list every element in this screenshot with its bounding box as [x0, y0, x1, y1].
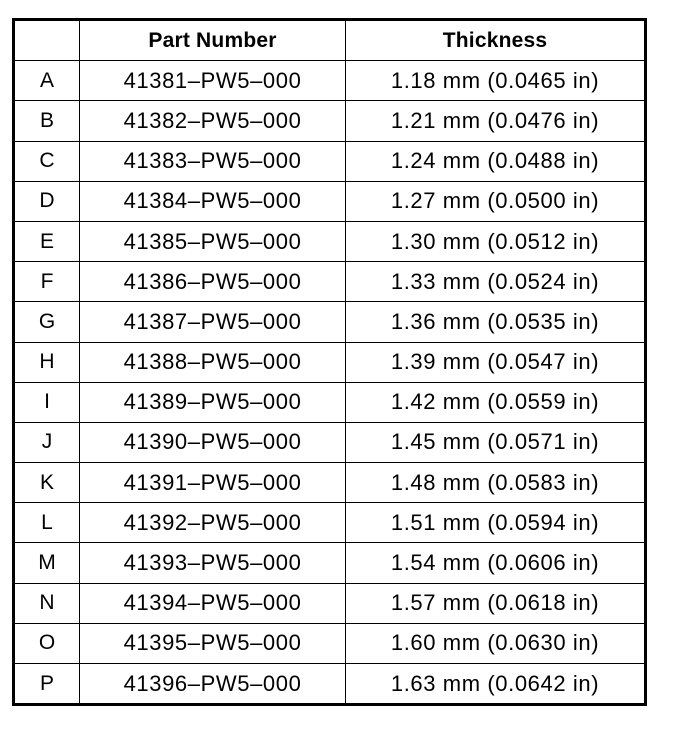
table-row — [14, 503, 646, 543]
table-row — [14, 101, 646, 141]
table-row — [14, 422, 646, 462]
table-row — [14, 583, 646, 623]
row-thickness: 1.51 mm (0.0594 in) — [346, 503, 646, 543]
row-letter: L — [14, 503, 80, 543]
table-row — [14, 543, 646, 583]
row-letter: K — [14, 463, 80, 503]
row-thickness: 1.33 mm (0.0524 in) — [346, 262, 646, 302]
table-row — [14, 342, 646, 382]
table-row — [14, 302, 646, 342]
header-letter — [14, 20, 80, 61]
row-thickness: 1.60 mm (0.0630 in) — [346, 623, 646, 663]
row-part-number: 41391–PW5–000 — [80, 463, 346, 503]
row-thickness: 1.48 mm (0.0583 in) — [346, 463, 646, 503]
table-row — [14, 141, 646, 181]
row-part-number: 41386–PW5–000 — [80, 262, 346, 302]
row-letter: F — [14, 262, 80, 302]
row-letter: C — [14, 141, 80, 181]
shim-thickness-table — [12, 18, 647, 706]
row-letter: A — [14, 61, 80, 101]
row-letter: J — [14, 422, 80, 462]
row-letter: B — [14, 101, 80, 141]
table-row — [14, 181, 646, 221]
row-thickness: 1.45 mm (0.0571 in) — [346, 422, 646, 462]
table-row — [14, 221, 646, 261]
row-letter: G — [14, 302, 80, 342]
row-thickness: 1.42 mm (0.0559 in) — [346, 382, 646, 422]
header-row — [14, 20, 646, 61]
table-row — [14, 664, 646, 705]
table-row — [14, 262, 646, 302]
table-row — [14, 623, 646, 663]
table-row — [14, 463, 646, 503]
row-thickness: 1.57 mm (0.0618 in) — [346, 583, 646, 623]
row-thickness: 1.36 mm (0.0535 in) — [346, 302, 646, 342]
row-part-number: 41390–PW5–000 — [80, 422, 346, 462]
row-part-number: 41385–PW5–000 — [80, 221, 346, 261]
row-thickness: 1.27 mm (0.0500 in) — [346, 181, 646, 221]
row-letter: H — [14, 342, 80, 382]
row-part-number: 41392–PW5–000 — [80, 503, 346, 543]
row-thickness: 1.18 mm (0.0465 in) — [346, 61, 646, 101]
row-thickness: 1.30 mm (0.0512 in) — [346, 221, 646, 261]
table-row — [14, 382, 646, 422]
row-letter: P — [14, 664, 80, 705]
header-thickness: Thickness — [346, 20, 646, 61]
row-thickness: 1.24 mm (0.0488 in) — [346, 141, 646, 181]
row-thickness: 1.21 mm (0.0476 in) — [346, 101, 646, 141]
row-letter: N — [14, 583, 80, 623]
row-part-number: 41381–PW5–000 — [80, 61, 346, 101]
header-part-number: Part Number — [80, 20, 346, 61]
row-letter: I — [14, 382, 80, 422]
row-letter: D — [14, 181, 80, 221]
row-part-number: 41393–PW5–000 — [80, 543, 346, 583]
row-part-number: 41396–PW5–000 — [80, 664, 346, 705]
row-part-number: 41395–PW5–000 — [80, 623, 346, 663]
row-part-number: 41384–PW5–000 — [80, 181, 346, 221]
row-part-number: 41394–PW5–000 — [80, 583, 346, 623]
row-thickness: 1.63 mm (0.0642 in) — [346, 664, 646, 705]
table-row — [14, 61, 646, 101]
row-part-number: 41383–PW5–000 — [80, 141, 346, 181]
row-part-number: 41389–PW5–000 — [80, 382, 346, 422]
row-letter: M — [14, 543, 80, 583]
row-thickness: 1.39 mm (0.0547 in) — [346, 342, 646, 382]
row-part-number: 41388–PW5–000 — [80, 342, 346, 382]
row-thickness: 1.54 mm (0.0606 in) — [346, 543, 646, 583]
row-letter: O — [14, 623, 80, 663]
row-letter: E — [14, 221, 80, 261]
row-part-number: 41382–PW5–000 — [80, 101, 346, 141]
row-part-number: 41387–PW5–000 — [80, 302, 346, 342]
shim-table-container — [12, 18, 647, 706]
